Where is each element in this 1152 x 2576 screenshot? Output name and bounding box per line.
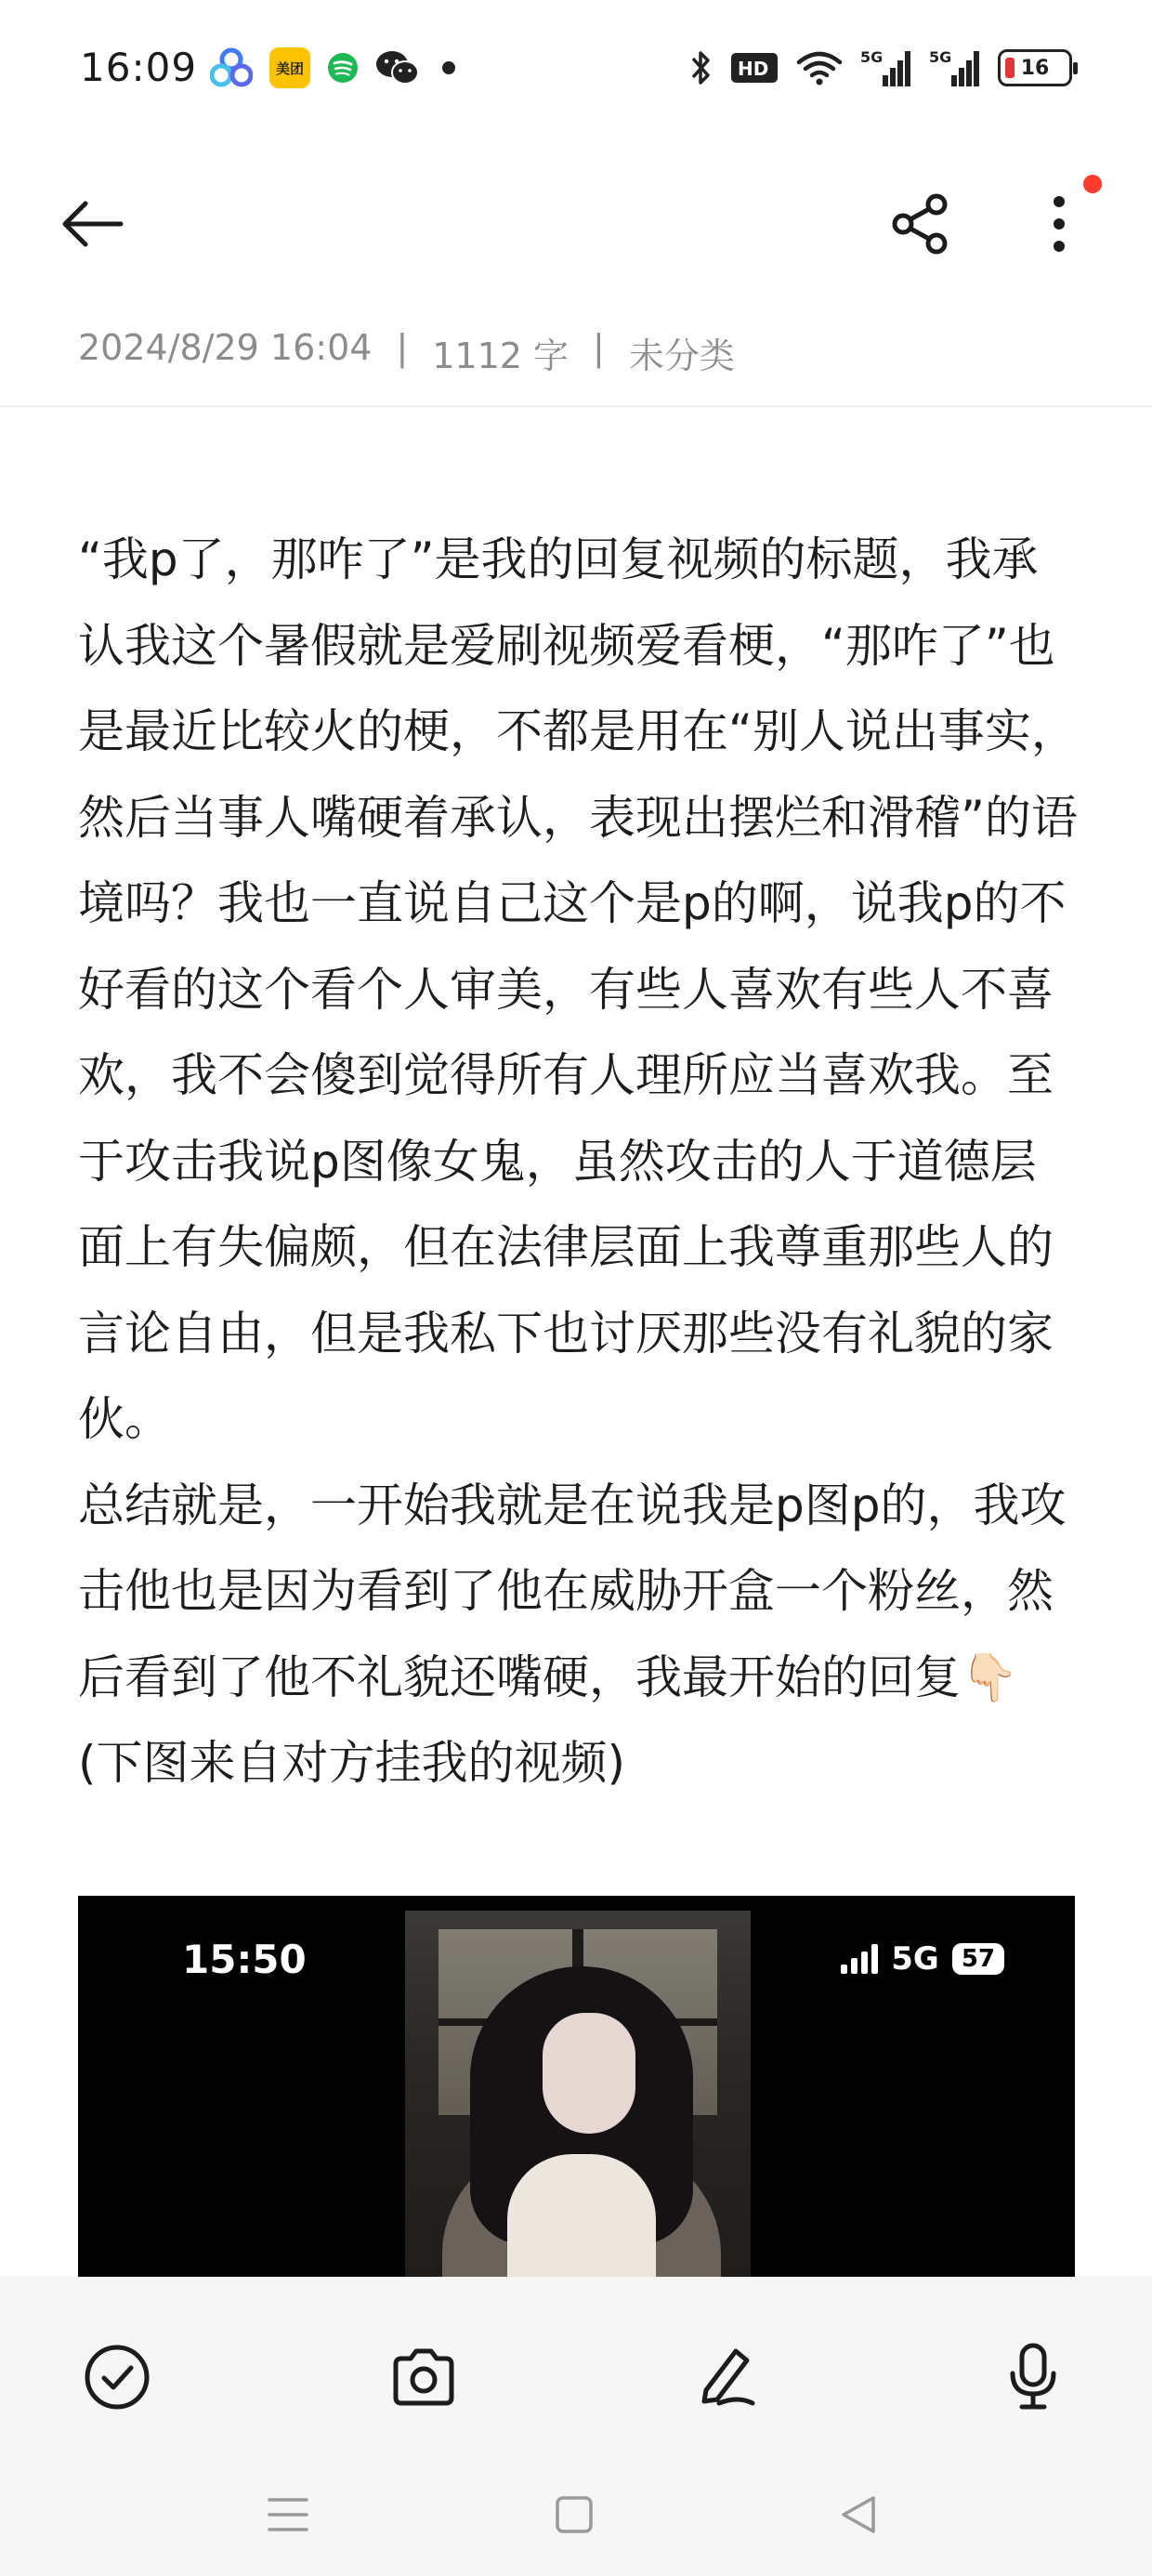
status-indicators — [689, 43, 1072, 93]
meituan-icon — [269, 47, 310, 88]
image-status-time: 15:50 — [182, 1937, 307, 1982]
image-battery: 57 — [952, 1943, 1004, 1975]
back-button[interactable] — [50, 182, 134, 266]
cellular-signal-1-icon — [860, 47, 912, 88]
meituan-label: 美团 — [275, 59, 304, 77]
battery-fill — [1005, 58, 1015, 78]
more-notifications-dot — [442, 61, 455, 74]
camera-icon — [390, 2347, 457, 2407]
menu-icon — [266, 2494, 310, 2535]
meta-separator: | — [396, 327, 409, 368]
more-vertical-icon — [1050, 195, 1068, 253]
back-triangle-icon — [838, 2492, 879, 2537]
checklist-button[interactable] — [72, 2333, 162, 2422]
more-options-button[interactable] — [1022, 182, 1096, 266]
home-square-icon — [554, 2494, 595, 2535]
network-label-2: 5G — [929, 48, 952, 66]
paragraph: 总结就是，一开始我就是在说我是p图p的，我攻击他也是因为看到了他在威胁开盒一个粉丝，然后看到了他不礼貌还嘴硬，我最开始的回复👇🏻(下图来自对方挂我的视频) — [78, 1478, 1067, 1790]
cellular-signal-2-icon — [929, 47, 981, 88]
nav-back-button[interactable] — [814, 2470, 903, 2559]
note-category[interactable]: 未分类 — [628, 335, 735, 376]
baidu-netdisk-icon — [210, 47, 253, 88]
image-status-indicators — [841, 1940, 1004, 1978]
note-meta — [78, 327, 735, 378]
header-divider — [0, 405, 1152, 407]
note-content[interactable] — [78, 517, 1081, 1807]
hd-voice-icon — [730, 49, 779, 86]
status-bar — [0, 0, 1152, 139]
paragraph: “我p了，那咋了”是我的回复视频的标题，我承认我这个暑假就是爱刷视频爱看梗，“那咋了”也是最近比较火的梗，不都是用在“别人说出事实，然后当事人嘴硬着承认，表现出摆烂和滑稽”的语境吗？我也一直说自己这个是p的啊，说我p的不好看的这个看个人审美，有些人喜欢有些人不喜欢，我不会傻到觉得所有人理所应当喜欢我。至于攻击我说p图像女鬼，虽然攻击的人于道德层面上有失偏颇，但在法律层面上我尊重那些人的言论自由，但是我私下也讨厌那些没有礼貌的家伙。 — [78, 532, 1078, 1446]
camera-button[interactable] — [379, 2333, 468, 2422]
nav-home-button[interactable] — [530, 2470, 619, 2559]
status-time: 16:09 — [80, 45, 198, 90]
hd-label: HD — [738, 58, 769, 80]
notification-icons — [210, 45, 455, 91]
note-toolbar — [0, 139, 1152, 297]
portrait-photo — [405, 1911, 751, 2277]
battery-indicator — [998, 49, 1072, 86]
image-signal-icon — [841, 1944, 878, 1974]
arrow-left-icon — [59, 201, 124, 247]
share-icon — [890, 193, 951, 255]
spotify-icon — [327, 52, 359, 84]
word-count: 1112 字 — [432, 335, 569, 376]
note-date: 2024/8/29 16:04 — [78, 327, 373, 368]
wechat-icon — [375, 49, 420, 86]
share-button[interactable] — [879, 182, 962, 266]
handwriting-button[interactable] — [680, 2333, 769, 2422]
bottom-toolbar — [0, 2277, 1152, 2576]
wifi-icon — [795, 49, 844, 86]
meta-separator: | — [593, 327, 605, 368]
microphone-icon — [1005, 2342, 1061, 2412]
embedded-screenshot-image[interactable] — [78, 1896, 1075, 2277]
check-circle-icon — [84, 2344, 151, 2411]
notification-badge — [1083, 175, 1102, 193]
voice-input-button[interactable] — [988, 2333, 1078, 2422]
battery-level: 16 — [1020, 56, 1050, 80]
nav-menu-button[interactable] — [243, 2470, 333, 2559]
bluetooth-icon — [689, 47, 713, 88]
pen-icon — [691, 2344, 758, 2411]
network-label-1: 5G — [860, 48, 884, 66]
image-network: 5G — [891, 1940, 939, 1978]
